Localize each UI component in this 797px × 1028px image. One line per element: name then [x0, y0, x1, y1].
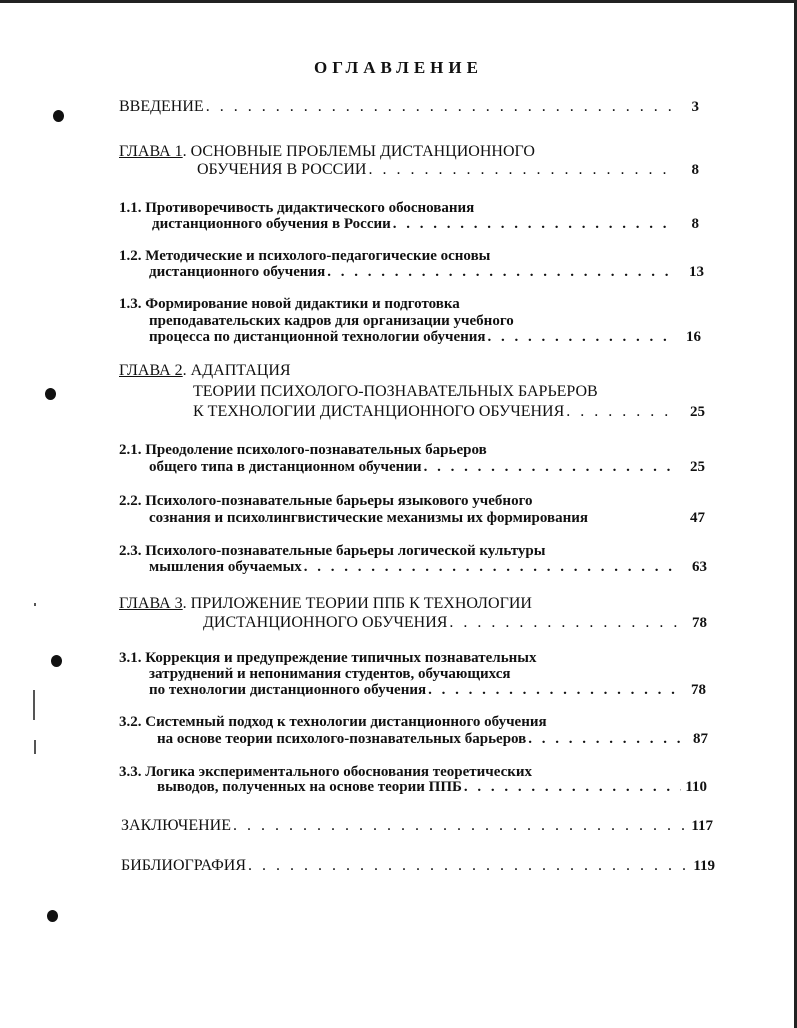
punch-hole: [45, 388, 56, 400]
scan-mark: [33, 690, 35, 720]
section-number: 3.3.: [119, 764, 142, 780]
page-number: 117: [691, 818, 713, 834]
section-1-3-line1: [119, 296, 460, 313]
section-3-3-line2: [157, 779, 707, 796]
page-number: 25: [690, 459, 705, 475]
section-number: 1.2.: [119, 248, 142, 264]
chapter-3-title-line2-row: [203, 614, 707, 632]
section-number: 3.1.: [119, 650, 142, 666]
chapter-2-title-line1: . АДАПТАЦИЯ: [182, 362, 291, 379]
section-title: Системный подход к технологии дистанционного обучения: [145, 714, 547, 730]
section-2-1-line1: [119, 442, 487, 459]
punch-hole: [53, 110, 64, 122]
section-title: Формирование новой дидактики и подготовка: [145, 296, 460, 312]
dot-leader: [233, 817, 687, 834]
section-1-1-line1: [119, 200, 474, 217]
dot-leader: [393, 216, 673, 233]
dot-leader: [206, 98, 673, 115]
chapter-3-title-line1: . ПРИЛОЖЕНИЕ ТЕОРИИ ППБ К ТЕХНОЛОГИИ: [182, 595, 532, 612]
section-title: мышления обучаемых: [149, 559, 302, 575]
chapter-2-title-line2-row: [193, 383, 598, 400]
page-number: 119: [693, 858, 715, 874]
dot-leader: [248, 857, 689, 874]
section-title: сознания и психолингвистические механизмы их формирования: [149, 510, 588, 526]
chapter-2-prefix: ГЛАВА 2: [119, 362, 183, 379]
section-title: процесса по дистанционной технологии обучения: [149, 329, 486, 345]
page-number: 25: [690, 404, 705, 420]
section-title: Противоречивость дидактического обоснования: [145, 200, 475, 216]
section-3-1-line3: [149, 682, 706, 699]
section-1-3-line3: [149, 329, 701, 346]
chapter-1-prefix: ГЛАВА 1: [119, 143, 183, 160]
section-title: по технологии дистанционного обучения: [149, 682, 427, 698]
dot-leader: [428, 682, 680, 699]
section-number: 2.2.: [119, 493, 142, 509]
page-number: 16: [686, 329, 701, 345]
scan-mark: [34, 740, 36, 754]
punch-hole: [51, 655, 62, 667]
section-number: 1.1.: [119, 200, 142, 216]
dot-leader: [488, 329, 675, 346]
toc-entry-label: БИБЛИОГРАФИЯ: [121, 857, 247, 874]
section-1-2-line1: [119, 248, 490, 265]
page-number: 3: [691, 99, 699, 115]
section-1-1-line2: [152, 216, 699, 233]
punch-hole: [47, 910, 58, 922]
scan-mark: [34, 603, 36, 606]
page-number: 8: [691, 162, 699, 178]
section-3-2-line1: [119, 714, 547, 731]
section-2-3-line1: [119, 543, 545, 560]
toc-entry-conclusion: [121, 817, 713, 835]
chapter-3-title-line2: ДИСТАНЦИОННОГО ОБУЧЕНИЯ: [203, 614, 448, 631]
section-3-1-line1: [119, 650, 537, 667]
chapter-2-title-line2: ТЕОРИИ ПСИХОЛОГО-ПОЗНАВАТЕЛЬНЫХ БАРЬЕРОВ: [193, 383, 598, 400]
scan-edge-top: [0, 0, 797, 3]
dot-leader: [327, 264, 678, 281]
dot-leader: [368, 161, 673, 178]
section-title: Психолого-познавательные барьеры языкового учебного: [145, 493, 533, 509]
section-title: Преодоление психолого-познавательных барьеров: [145, 442, 487, 458]
chapter-3-heading: [119, 595, 532, 612]
section-title: дистанционного обучения: [149, 264, 326, 280]
section-title: Методические и психолого-педагогические основы: [145, 248, 491, 264]
chapter-2-title-line3-row: [193, 403, 705, 421]
section-2-2-line2: [149, 510, 705, 527]
page-number: 78: [691, 682, 706, 698]
page-number: 110: [685, 779, 707, 795]
dot-leader: [449, 614, 681, 631]
section-number: 2.1.: [119, 442, 142, 458]
page-title: ОГЛАВЛЕНИЕ: [314, 58, 483, 77]
chapter-1-heading: [119, 143, 535, 160]
section-title: затруднений и непонимания студентов, обучающихся: [149, 666, 511, 682]
dot-leader: [464, 779, 681, 796]
section-1-2-line2: [149, 264, 704, 281]
section-title: Психолого-познавательные барьеры логической культуры: [145, 543, 546, 559]
page-number: 47: [690, 510, 705, 526]
section-title: Коррекция и предупреждение типичных познавательных: [145, 650, 537, 666]
section-number: 1.3.: [119, 296, 142, 312]
toc-entry-bibliography: [121, 857, 715, 875]
toc-entry-label: ВВЕДЕНИЕ: [119, 98, 204, 115]
chapter-3-prefix: ГЛАВА 3: [119, 595, 183, 612]
chapter-2-heading: [119, 362, 291, 379]
chapter-1-title-line2: ОБУЧЕНИЯ В РОССИИ: [197, 161, 367, 178]
chapter-1-title-line2-row: [197, 161, 699, 179]
dot-leader: [528, 731, 682, 748]
section-title: на основе теории психолого-познавательных барьеров: [157, 731, 527, 747]
section-3-1-line2: [149, 666, 511, 683]
dot-leader: [304, 559, 681, 576]
section-title: Логика экспериментального обоснования теоретических: [145, 764, 533, 780]
section-title: общего типа в дистанционном обучении: [149, 459, 422, 475]
dot-leader: [566, 403, 679, 420]
section-3-2-line2: [157, 731, 708, 748]
section-title: выводов, полученных на основе теории ППБ: [157, 779, 462, 795]
section-2-3-line2: [149, 559, 707, 576]
section-2-2-line1: [119, 493, 533, 510]
chapter-2-title-line3: К ТЕХНОЛОГИИ ДИСТАНЦИОННОГО ОБУЧЕНИЯ: [193, 403, 565, 420]
section-title: преподавательских кадров для организации учебного: [149, 313, 514, 329]
page-number: 87: [693, 731, 708, 747]
section-1-3-line2: [149, 313, 514, 330]
section-2-1-line2: [149, 459, 705, 476]
page-number: 8: [691, 216, 699, 232]
page-number: 13: [689, 264, 704, 280]
dot-leader: [424, 459, 679, 476]
toc-entry-intro: [119, 98, 699, 116]
section-number: 2.3.: [119, 543, 142, 559]
section-number: 3.2.: [119, 714, 142, 730]
chapter-1-title-line1: . ОСНОВНЫЕ ПРОБЛЕМЫ ДИСТАНЦИОННОГО: [182, 143, 535, 160]
page-number: 63: [692, 559, 707, 575]
section-title: дистанционного обучения в России: [152, 216, 391, 232]
toc-entry-label: ЗАКЛЮЧЕНИЕ: [121, 817, 231, 834]
page-number: 78: [692, 615, 707, 631]
